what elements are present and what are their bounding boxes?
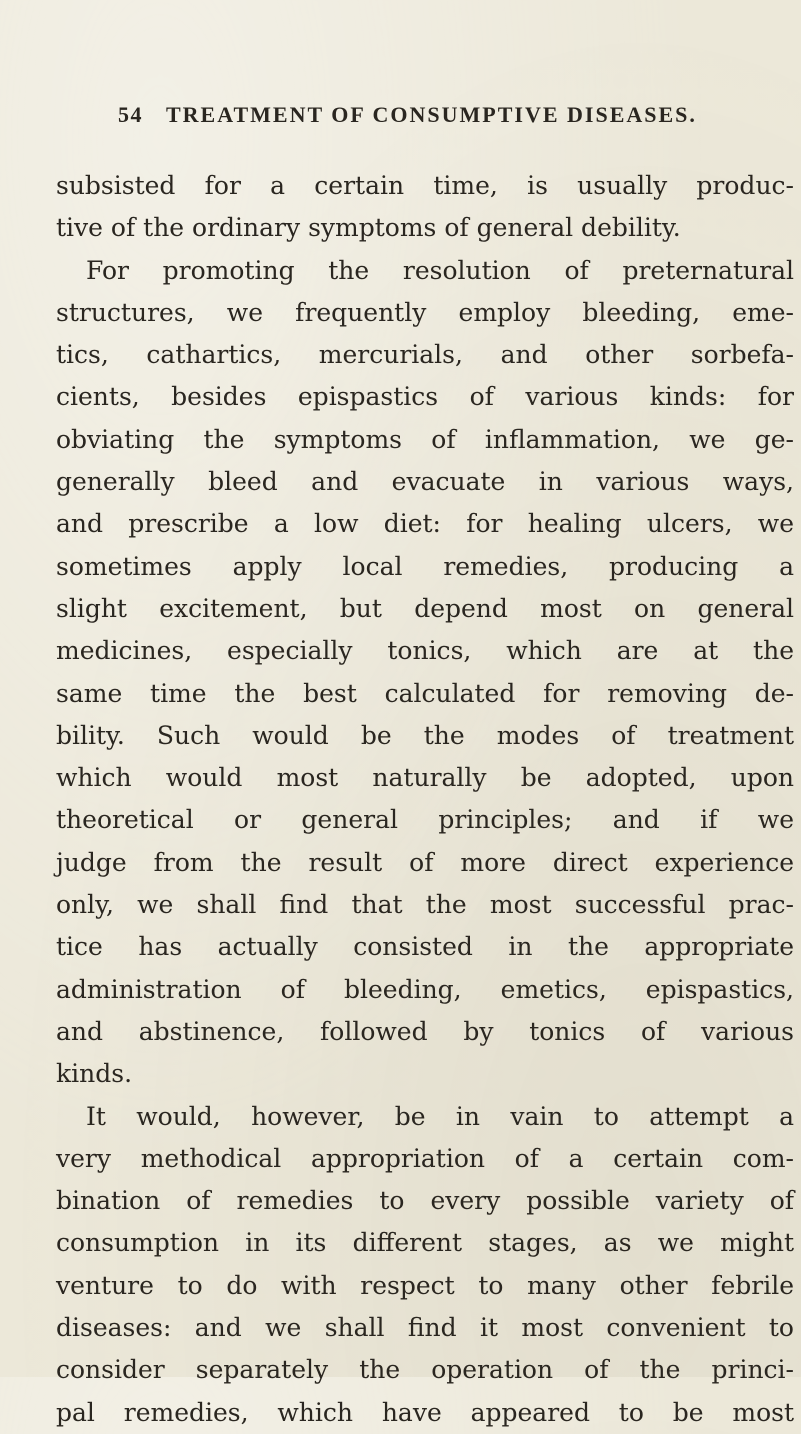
- text-line: tive of the ordinary symptoms of general debility.: [56, 213, 681, 243]
- text-line: generally bleed and evacuate in various ways,: [56, 467, 794, 497]
- paragraph-1: [56, 165, 794, 250]
- text-line: sometimes apply local remedies, producing a: [56, 551, 794, 581]
- text-line: kinds.: [56, 1059, 133, 1089]
- text-line: venture to do with respect to many other febrile: [56, 1270, 794, 1300]
- text-line: diseases: and we shall find it most convenient to: [56, 1313, 794, 1343]
- page-number: 54: [118, 102, 143, 127]
- text-line: administration of bleeding, emetics, epispastics,: [56, 974, 794, 1004]
- text-line: only, we shall find that the most successful prac-: [56, 890, 794, 920]
- paragraph-2: [56, 250, 794, 1096]
- paragraph-3: [56, 1096, 794, 1434]
- text-line: very methodical appropriation of a certain com-: [56, 1143, 794, 1173]
- text-line: consider separately the operation of the princi-: [56, 1355, 794, 1385]
- text-line: It would, however, be in vain to attempt a: [86, 1101, 794, 1131]
- text-line: same time the best calculated for removing de-: [56, 678, 794, 708]
- text-line: cients, besides epispastics of various kinds: for: [56, 382, 794, 412]
- text-line: which would most naturally be adopted, upon: [56, 763, 794, 793]
- text-line: judge from the result of more direct experience: [56, 847, 794, 877]
- text-line: medicines, especially tonics, which are at the: [56, 636, 794, 666]
- running-title: TREATMENT OF CONSUMPTIVE DISEASES.: [166, 102, 697, 127]
- text-line: and prescribe a low diet: for healing ulcers, we: [56, 509, 794, 539]
- text-line: tics, cathartics, mercurials, and other sorbefa-: [56, 340, 794, 370]
- text-line: consumption in its different stages, as we might: [56, 1228, 794, 1258]
- text-line: theoretical or general principles; and if we: [56, 805, 794, 835]
- text-line: For promoting the resolution of preternatural: [86, 255, 794, 285]
- text-line: bility. Such would be the modes of treatment: [56, 720, 794, 750]
- text-line: and abstinence, followed by tonics of various: [56, 1016, 794, 1046]
- body-text: [56, 165, 794, 1434]
- text-line: structures, we frequently employ bleeding, eme-: [56, 297, 794, 327]
- text-line: subsisted for a certain time, is usually produc-: [56, 171, 794, 200]
- text-line: obviating the symptoms of inflammation, we ge-: [56, 424, 794, 454]
- text-line: slight excitement, but depend most on general: [56, 593, 794, 623]
- text-line: pal remedies, which have appeared to be most: [56, 1397, 794, 1427]
- running-head: [118, 102, 778, 128]
- text-line: tice has actually consisted in the appropriate: [56, 932, 794, 962]
- text-line: bination of remedies to every possible variety of: [56, 1186, 794, 1216]
